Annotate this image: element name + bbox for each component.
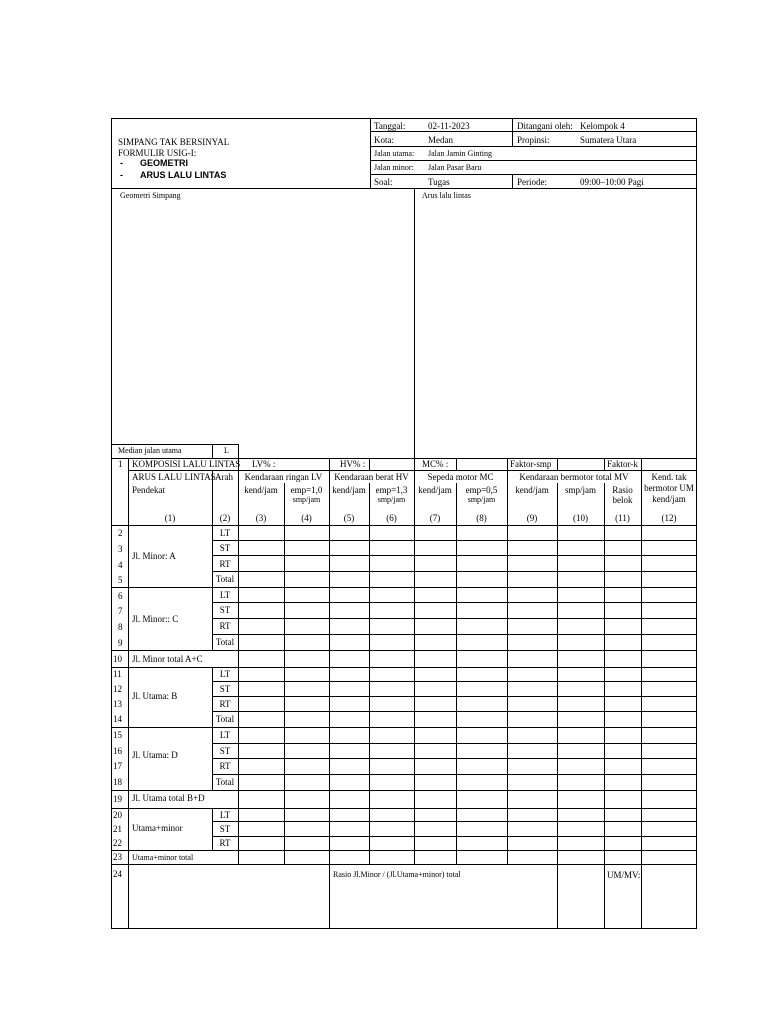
arah-rt: RT: [219, 699, 231, 709]
form-item-arus: ARUS LALU LINTAS: [140, 170, 227, 180]
minor-a-label: Jl. Minor: A: [132, 551, 176, 561]
header-divider: [512, 118, 513, 146]
arah-lt: LT: [219, 810, 231, 820]
komposisi-label: KOMPOSISI LALU LINTAS: [132, 459, 241, 469]
table-line: [111, 864, 697, 865]
um-header: bermotor UM: [644, 483, 694, 493]
rasio-belok-header: belok: [612, 495, 633, 505]
pendekat-header: Pendekat: [132, 485, 165, 495]
geometri-panel-label: Geometri Simpang: [120, 191, 181, 200]
arah-rt: RT: [219, 838, 231, 848]
table-column-line: [641, 470, 642, 929]
minor-c-label: Jl. Minor:: C: [132, 614, 179, 624]
median-label: Median jalan utama: [118, 446, 182, 455]
row-number-divider: [128, 458, 129, 929]
mc-smp-header: smp/jam: [467, 495, 496, 504]
jalan-minor-label: Jalan minor:: [374, 163, 414, 172]
arah-total: Total: [215, 637, 235, 647]
arah-st: ST: [219, 684, 231, 694]
table-line: [111, 727, 697, 728]
table-column-line: [369, 458, 370, 470]
column-number: (2): [219, 513, 231, 523]
arus-lalu-lintas-header: ARUS LALU LINTAS: [132, 472, 216, 482]
median-divider: [212, 444, 213, 458]
row-number: 5: [118, 575, 123, 585]
row-number: 3: [118, 544, 123, 554]
lv-kend-header: kend/jam: [244, 485, 278, 495]
ditangani-label: Ditangani oleh:: [517, 121, 573, 131]
table-column-line: [238, 470, 239, 864]
utama-d-label: Jl. Utama: D: [132, 750, 178, 760]
table-column-line: [604, 483, 605, 929]
rasio-minor-label: Rasio Jl.Minor / (Jl.Utama+minor) total: [333, 870, 461, 879]
row-number: 24: [113, 869, 122, 879]
table-column-line: [456, 483, 457, 864]
utama-minor-label: Utama+minor: [132, 823, 183, 833]
mv-header: Kendaraan bermotor total MV: [519, 472, 629, 482]
arah-rt: RT: [219, 621, 231, 631]
column-number: (1): [164, 513, 176, 523]
column-number: (4): [301, 513, 312, 523]
periode-value: 09:00–10:00 Pagi: [580, 177, 644, 187]
arus-panel-label: Arus lalu lintas: [422, 191, 471, 200]
arah-st: ST: [219, 746, 231, 756]
lv-percent-label: LV% :: [252, 459, 276, 469]
ditangani-value: Kelompok 4: [580, 121, 625, 131]
column-number: (11): [615, 513, 630, 523]
row-number: 19: [113, 794, 122, 804]
hv-percent-label: HV% :: [340, 459, 366, 469]
arah-total: Total: [215, 574, 235, 584]
list-dash: -: [120, 158, 123, 168]
form-code: FORMULIR USIG-I:: [118, 148, 197, 158]
header-divider: [512, 174, 513, 188]
form-title: SIMPANG TAK BERSINYAL: [118, 137, 230, 147]
lv-emp-header: emp=1,0: [290, 485, 323, 495]
row-number: 2: [118, 528, 123, 538]
mc-header: Sepeda motor MC: [427, 472, 494, 482]
table-line: [111, 650, 697, 651]
column-number: (5): [343, 513, 355, 523]
propinsi-label: Propinsi:: [517, 135, 550, 145]
hv-kend-header: kend/jam: [332, 485, 366, 495]
arah-st: ST: [219, 605, 231, 615]
header-line: [370, 146, 697, 147]
table-line: [111, 850, 697, 851]
hv-header: Kendaraan berat HV: [334, 472, 409, 482]
header-line: [370, 174, 697, 175]
tanggal-label: Tanggal:: [374, 121, 406, 131]
row-number: 7: [118, 606, 123, 616]
soal-value: Tugas: [428, 177, 450, 187]
arah-rt: RT: [219, 761, 231, 771]
column-number: (6): [386, 513, 397, 523]
table-column-line: [369, 483, 370, 864]
arah-lt: LT: [219, 669, 231, 679]
header-line: [370, 160, 697, 161]
row-number: 11: [113, 669, 122, 679]
arah-total: Total: [215, 714, 235, 724]
mc-emp-header: emp=0,5: [465, 485, 498, 495]
arah-rt: RT: [219, 559, 231, 569]
table-line: [111, 790, 697, 791]
table-line: [111, 808, 697, 809]
faktor-k-label: Faktor-k: [607, 459, 638, 469]
lv-header: Kendaraan ringan LV: [244, 472, 323, 482]
jalan-utama-value: Jalan Jamin Ginting: [428, 149, 492, 158]
row-number: 4: [118, 560, 123, 570]
kota-value: Medan: [428, 135, 453, 145]
minor-total-label: Jl. Minor total A+C: [132, 654, 203, 664]
row-number: 22: [113, 838, 122, 848]
column-number: (8): [476, 513, 487, 523]
row-number: 16: [113, 746, 122, 756]
panel-divider: [414, 188, 415, 458]
table-column-line: [456, 458, 457, 470]
rasio-belok-header: Rasio: [612, 485, 633, 495]
mv-smp-header: smp/jam: [565, 485, 596, 495]
utama-b-label: Jl. Utama: B: [132, 691, 178, 701]
row-number: 10: [113, 654, 122, 664]
row-number: 20: [113, 810, 122, 820]
row-number: 18: [113, 777, 122, 787]
jalan-utama-label: Jalan utama:: [374, 149, 415, 158]
header-divider: [370, 118, 371, 188]
row-number: 9: [118, 638, 123, 648]
median-top-line: [111, 444, 238, 445]
table-column-line: [329, 458, 330, 470]
table-line: [111, 587, 697, 588]
mv-kend-header: kend/jam: [515, 485, 549, 495]
median-divider: [238, 444, 239, 458]
row-number: 23: [113, 852, 122, 862]
row-number: 15: [113, 730, 122, 740]
row-number: 8: [118, 622, 123, 632]
table-line: [111, 667, 697, 668]
um-header-unit: kend/jam: [652, 494, 686, 504]
lv-smp-header: smp/jam: [292, 495, 321, 504]
header-line: [370, 131, 697, 132]
column-number: (7): [429, 513, 441, 523]
utama-total-label: Jl. Utama total B+D: [132, 793, 205, 803]
list-dash: -: [120, 170, 123, 180]
header-bottom-line: [111, 188, 697, 189]
table-line: [128, 470, 697, 471]
mc-percent-label: MC% :: [422, 459, 449, 469]
arah-lt: LT: [219, 590, 231, 600]
soal-label: Soal:: [374, 177, 393, 187]
um-mv-label: UM/MV:: [607, 870, 641, 880]
um-header: Kend. tak: [651, 472, 687, 482]
kota-label: Kota:: [374, 135, 394, 145]
tanggal-value: 02-11-2023: [428, 121, 470, 131]
row-number: 6: [118, 591, 123, 601]
row-number: 14: [113, 714, 122, 724]
hv-smp-header: smp/jam: [377, 495, 406, 504]
table-column-line: [414, 458, 415, 470]
table-column-line: [604, 458, 605, 470]
row-number: 13: [113, 699, 122, 709]
hv-emp-header: emp=1,3: [375, 485, 408, 495]
table-column-line: [507, 470, 508, 864]
table-column-line: [557, 483, 558, 929]
column-number: (9): [526, 513, 538, 523]
form-item-geometri: GEOMETRI: [140, 158, 189, 168]
table-column-line: [284, 483, 285, 864]
row-number: 17: [113, 761, 122, 771]
arah-st: ST: [219, 824, 231, 834]
arah-st: ST: [219, 543, 231, 553]
column-number: (12): [661, 513, 677, 523]
faktor-smp-label: Faktor-smp: [510, 459, 552, 469]
column-number: (3): [255, 513, 267, 523]
table-line: [111, 525, 697, 526]
utama-minor-total-label: Utama+minor total: [132, 853, 194, 862]
row-number: 12: [113, 684, 122, 694]
propinsi-value: Sumatera Utara: [580, 135, 637, 145]
jalan-minor-value: Jalan Pasar Baru: [428, 163, 482, 172]
periode-label: Periode:: [517, 177, 547, 187]
row-number: 1: [118, 459, 123, 469]
table-column-line: [329, 470, 330, 929]
column-number: (10): [573, 513, 588, 523]
row-number: 21: [113, 824, 122, 834]
table-column-line: [414, 470, 415, 864]
mc-kend-header: kend/jam: [418, 485, 452, 495]
arah-total: Total: [215, 777, 235, 787]
table-column-line: [641, 458, 642, 470]
table-column-line: [507, 458, 508, 470]
median-value: L: [224, 446, 229, 455]
table-column-line: [557, 458, 558, 470]
arah-header: Arah: [215, 472, 233, 482]
arah-lt: LT: [219, 528, 231, 538]
arah-lt: LT: [219, 730, 231, 740]
